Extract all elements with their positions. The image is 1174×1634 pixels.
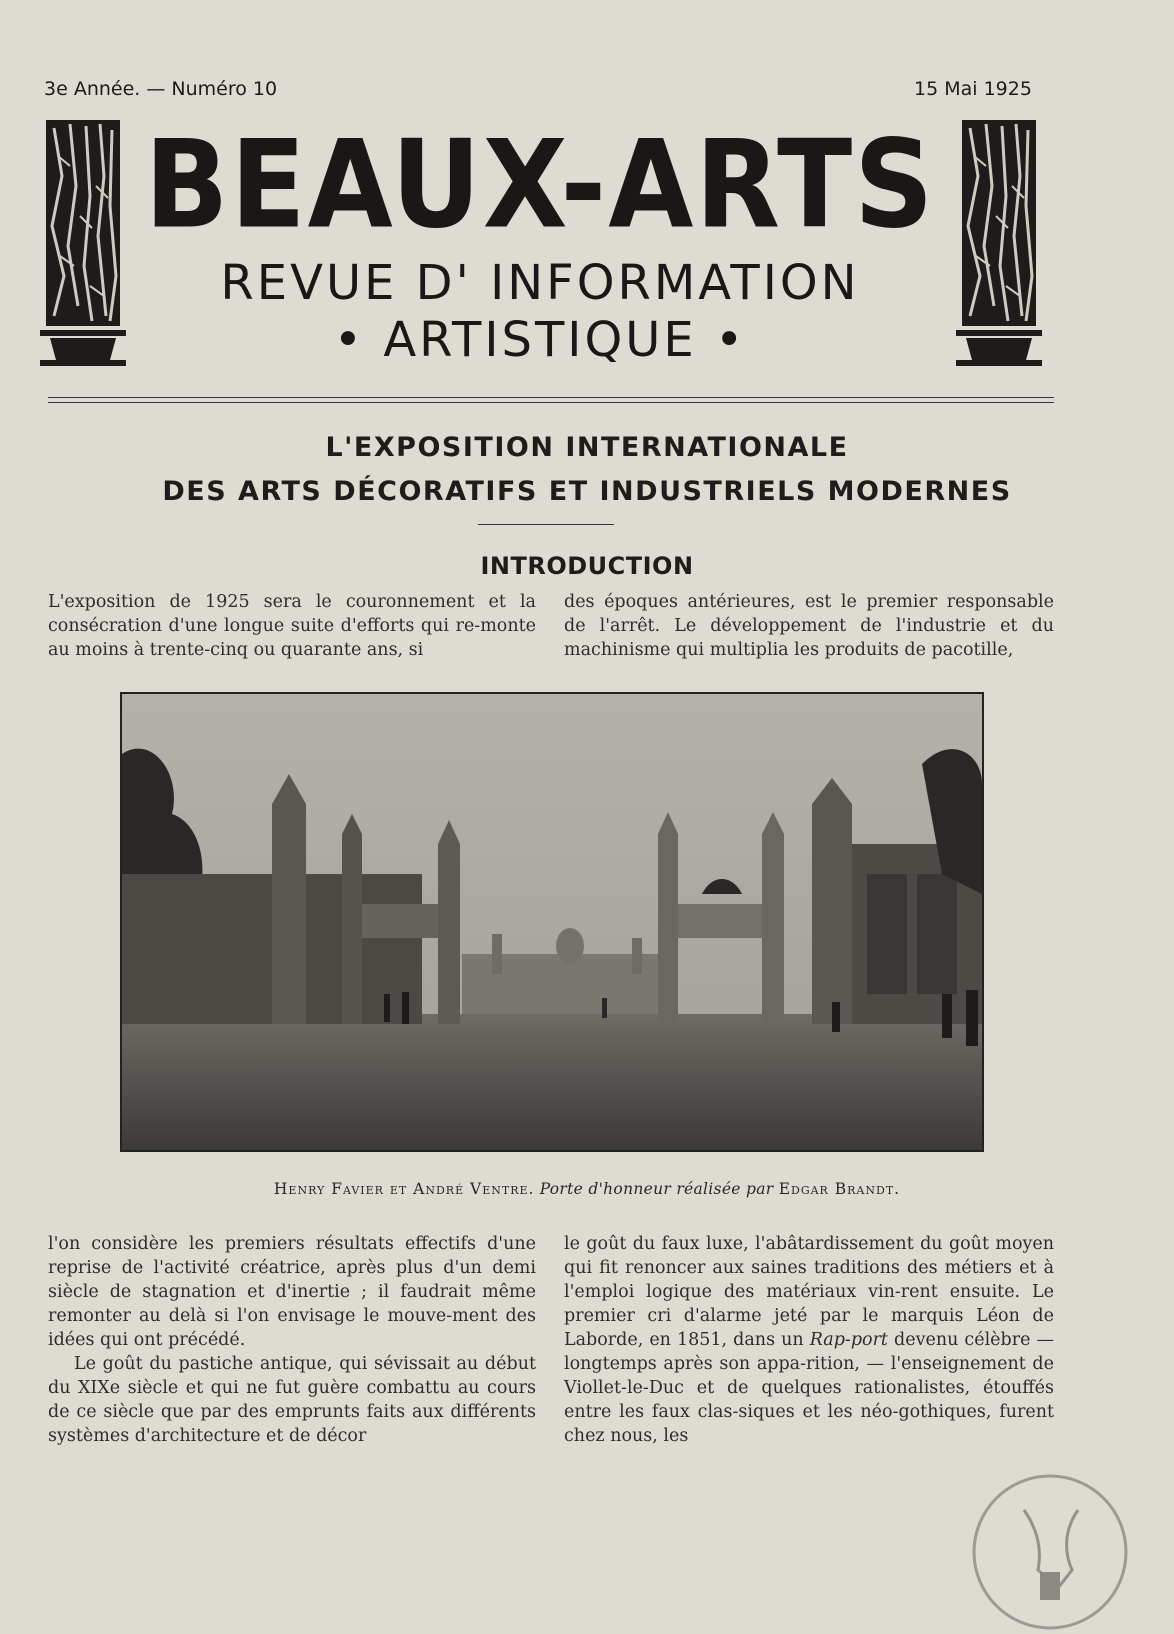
issue-date: 15 Mai 1925 [914, 78, 1032, 100]
paragraph: des époques antérieures, est le premier responsable de l'arrêt. Le développement de l'industrie et du machinisme qui multiplia les produits de pacotille, [564, 592, 1054, 660]
text-run: le goût du faux luxe, l'abâtardissement du goût moyen qui fit renoncer aux saines traditions des métiers et à l'emploi logique des matériaux vin-rent ensuite. Le premier cri d'alarme jeté par le marquis Léon de Laborde, en 1851, dans un [564, 1234, 1054, 1350]
header-divider [48, 402, 1054, 403]
caption-names: Henry Favier et André Ventre. [273, 1180, 535, 1198]
text-column-bottom-left [48, 1232, 536, 1448]
header-divider [48, 397, 1054, 398]
text-run-italic: Rap-port [809, 1330, 888, 1350]
headline-divider [478, 524, 614, 525]
paragraph: Le goût du pastiche antique, qui sévissait au début du XIXe siècle et qui ne fut guère combattu au cours de ce siècle que par des emprunts faits aux différents systèmes d'architecture et de décor [48, 1354, 536, 1446]
library-stamp-watermark [968, 1470, 1132, 1634]
section-title: INTRODUCTION [480, 552, 694, 580]
issue-number: 3e Année. — Numéro 10 [44, 78, 278, 100]
text-run: devenu célèbre — longtemps après son appa-rition, — l'enseignement de Viollet-le-Duc et de quelques rationalistes, étouffés entre les faux clas-siques et les néo-gothiques, furent chez nous, les [564, 1330, 1055, 1446]
decorative-pillar-left [40, 116, 128, 370]
photo-caption [40, 1180, 1134, 1198]
article-headline-line-1: L'EXPOSITION INTERNATIONALE [325, 432, 849, 463]
photo-exposition-gate [122, 694, 982, 1150]
text-column-top-left [48, 590, 536, 662]
text-column-bottom-right [564, 1232, 1054, 1448]
caption-text: Porte d'honneur réalisée par [534, 1180, 779, 1198]
paragraph: L'exposition de 1925 sera le couronnement et la consécration d'une longue suite d'efforts qui re-monte au moins à trente-cinq ou quarante ans, si [48, 592, 536, 660]
text-column-top-right [564, 590, 1054, 662]
article-photo [120, 692, 984, 1152]
decorative-pillar-right [956, 116, 1044, 370]
masthead-subtitle-2: • ARTISTIQUE • [333, 312, 747, 368]
masthead-subtitle: REVUE D' INFORMATION [220, 255, 860, 311]
paragraph: l'on considère les premiers résultats effectifs d'une reprise de l'activité créatrice, après plus d'un demi siècle de stagnation et d'inertie ; il faudrait même remonter au delà si l'on envisage le mouve-ment des idées qui ont précédé. [48, 1234, 536, 1350]
caption-author: Edgar Brandt. [778, 1180, 901, 1198]
paragraph [564, 1232, 1054, 1448]
article-headline-line-2: DES ARTS DÉCORATIFS ET INDUSTRIELS MODERNES [162, 476, 1012, 507]
masthead-title: BEAUX-ARTS [144, 114, 936, 255]
